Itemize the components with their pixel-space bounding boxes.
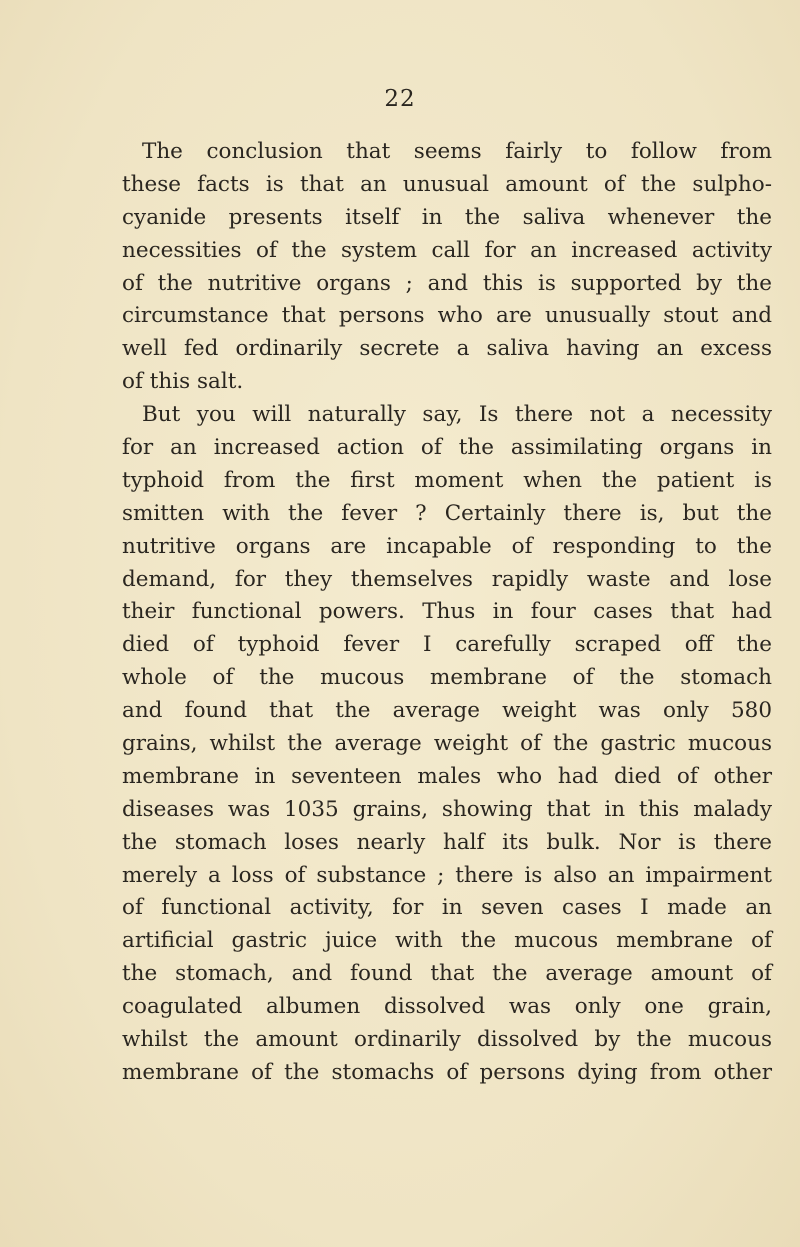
text-line: circumstance that persons who are unusually stout and xyxy=(122,303,772,329)
body-text xyxy=(122,136,772,1090)
text-line: membrane in seventeen males who had died of other xyxy=(122,763,772,789)
text-line: their functional powers. Thus in four cases that had xyxy=(122,599,772,625)
text-line: the stomach, and found that the average amount of xyxy=(122,961,772,987)
text-line: of this salt. xyxy=(122,369,244,395)
text-line: necessities of the system call for an increased activity xyxy=(122,237,772,263)
text-line: demand, for they themselves rapidly waste and lose xyxy=(122,566,772,592)
text-line: artificial gastric juice with the mucous membrane of xyxy=(122,928,772,954)
text-line: typhoid from the first moment when the patient is xyxy=(122,467,772,493)
text-line: well fed ordinarily secrete a saliva having an excess xyxy=(122,336,772,362)
text-line: coagulated albumen dissolved was only one grain, xyxy=(122,994,772,1020)
text-line: membrane of the stomachs of persons dying from other xyxy=(122,1059,772,1085)
text-line: these facts is that an unusual amount of the sulpho- xyxy=(122,171,772,197)
text-line: cyanide presents itself in the saliva whenever the xyxy=(122,204,772,230)
text-line: of functional activity, for in seven cases I made an xyxy=(122,895,772,921)
text-line: died of typhoid fever I carefully scraped off the xyxy=(122,632,772,658)
text-line: whole of the mucous membrane of the stomach xyxy=(122,665,772,691)
text-line: the stomach loses nearly half its bulk. Nor is there xyxy=(122,829,772,855)
text-line: grains, whilst the average weight of the gastric mucous xyxy=(122,731,772,757)
text-line: But you will naturally say, Is there not a necessity xyxy=(142,402,772,428)
page-number: 22 xyxy=(384,86,416,112)
text-line: The conclusion that seems fairly to follow from xyxy=(142,139,772,164)
text-line: of the nutritive organs ; and this is supported by the xyxy=(122,270,772,296)
text-line: diseases was 1035 grains, showing that in this malady xyxy=(122,796,772,822)
text-line: and found that the average weight was only 580 xyxy=(122,698,772,724)
text-line: nutritive organs are incapable of responding to the xyxy=(122,533,772,559)
text-line: for an increased action of the assimilating organs in xyxy=(122,435,772,461)
text-line: whilst the amount ordinarily dissolved by the mucous xyxy=(122,1027,772,1053)
text-line: merely a loss of substance ; there is also an impairment xyxy=(122,862,772,888)
text-line: smitten with the fever ? Certainly there is, but the xyxy=(122,500,772,526)
